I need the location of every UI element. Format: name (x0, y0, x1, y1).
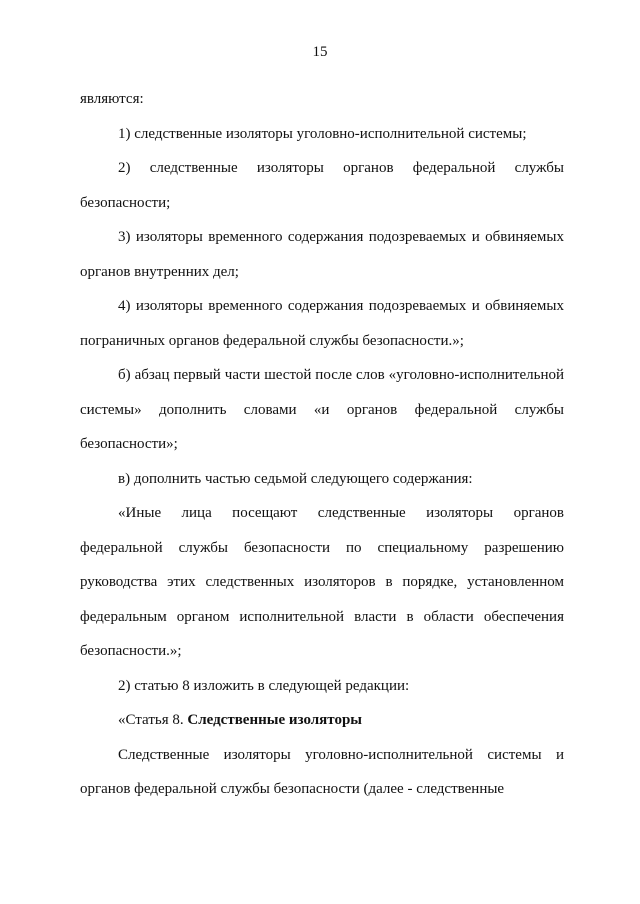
paragraph: являются: (80, 91, 144, 107)
paragraph: Следственные изоляторы уголовно-исполнительной системы и органов федеральной службы безопасности (далее - следственные (80, 746, 564, 797)
paragraph: 4) изоляторы временного содержания подозреваемых и обвиняемых пограничных органов федеральной службы безопасности.»; (80, 298, 564, 349)
paragraph: 3) изоляторы временного содержания подозреваемых и обвиняемых органов внутренних дел; (80, 229, 564, 280)
article-prefix: «Статья 8. (118, 712, 188, 728)
paragraph: 2) следственные изоляторы органов федеральной службы безопасности; (80, 160, 564, 211)
document-body (80, 82, 564, 807)
paragraph: б) абзац первый части шестой после слов «уголовно-исполнительной системы» дополнить словами «и органов федеральной службы безопасности»; (80, 367, 564, 452)
paragraph: 1) следственные изоляторы уголовно-исполнительной системы; (118, 125, 527, 142)
article-title: Следственные изоляторы (187, 712, 362, 728)
page-number: 15 (312, 44, 328, 60)
paragraph: 2) статью 8 изложить в следующей редакции: (118, 677, 410, 694)
paragraph: в) дополнить частью седьмой следующего содержания: (118, 470, 473, 487)
paragraph: «Иные лица посещают следственные изоляторы органов федеральной службы безопасности по специальному разрешению руководства этих следственных изоляторов в порядке, установленном федеральным органом исполнительной власти в области обеспечения безопасности.»; (80, 505, 564, 659)
article-heading (80, 703, 564, 738)
